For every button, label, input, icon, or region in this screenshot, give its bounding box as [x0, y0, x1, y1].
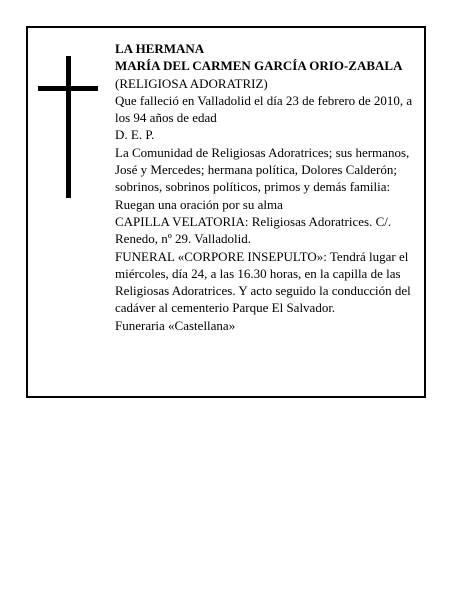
death-info: Que falleció en Valladolid el día 23 de febrero de 2010, a los 94 años de edad: [115, 92, 413, 126]
cross-horizontal-bar: [38, 86, 98, 91]
funeral-home: Funeraria «Castellana»: [115, 317, 236, 333]
obituary-notice: [26, 26, 426, 398]
prayer-request: Ruegan una oración por su alma: [115, 196, 283, 212]
deceased-subtitle: (RELIGIOSA ADORATRIZ): [115, 75, 268, 91]
funeral-info: FUNERAL «CORPORE INSEPULTO»: Tendrá lugar el miércoles, día 24, a las 16.30 horas, en la capilla de las Religiosas Adoratrices. Y acto seguido la conducción del cadáver al cementerio Parque El Salvador.: [115, 248, 411, 316]
family-mourners: La Comunidad de Religiosas Adoratrices; sus hermanos, José y Mercedes; hermana política, Dolores Calderón; sobrinos, sobrinos políticos, primos y demás familia:: [115, 144, 410, 195]
deceased-name: MARÍA DEL CARMEN GARCÍA ORIO-ZABALA: [115, 58, 403, 74]
chapel-info: CAPILLA VELATORIA: Religiosas Adoratrices. C/. Renedo, nº 29. Valladolid.: [115, 213, 392, 247]
cross-vertical-bar: [66, 56, 71, 198]
dep-line: D. E. P.: [115, 127, 155, 143]
notice-text: [115, 40, 427, 334]
cross-icon: [38, 56, 98, 198]
notice-heading: LA HERMANA: [115, 41, 205, 56]
